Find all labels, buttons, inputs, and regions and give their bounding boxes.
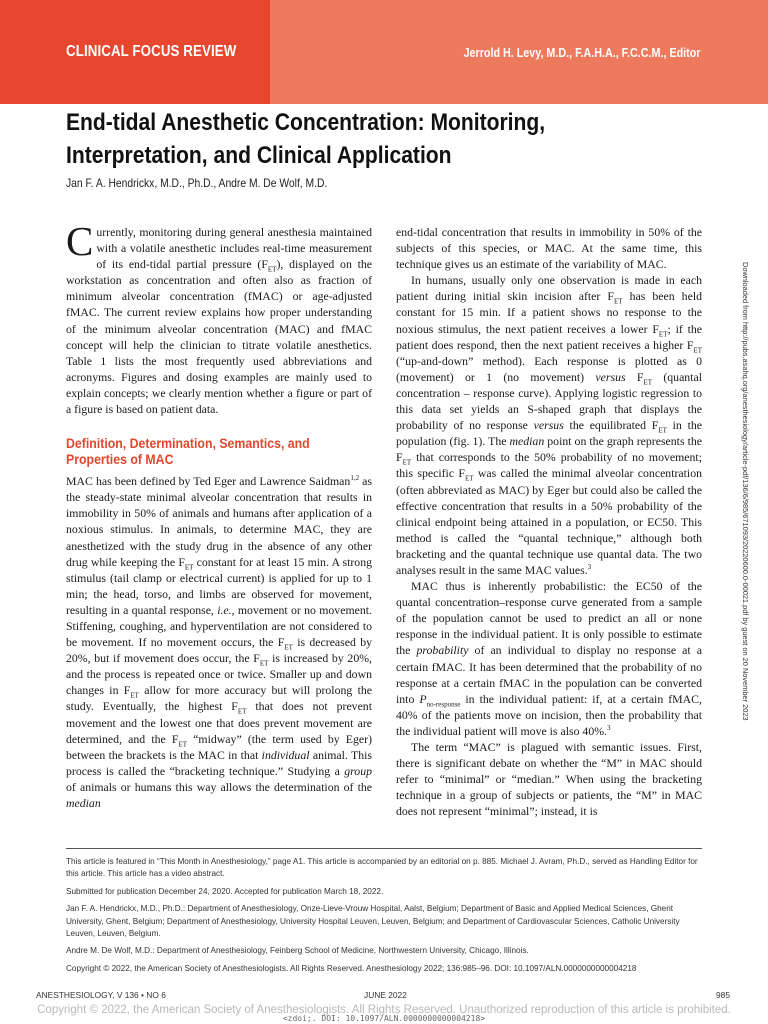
download-side-note: Downloaded from http://pubs.asahq.org/anesthesiology/article-pdf/136/6/985/671093/20220600.0-00021.pdf by guest on 20 November 2023 bbox=[741, 262, 750, 721]
right-paragraph-3: MAC thus is inherently probabilistic: the EC50 of the quantal concentration–response curve generated from a sample of the population cannot be used to predict an all or none response in the individual patient. It is only possible to estimate the probability of an individual to display no response at a certain fMAC. It has been determined that the probability of no response at a certain fMAC in the population can be converted into $P_{no-response}$ in the individual patient: if, at a certain fMAC, 40% of the patients move on incision, then the probability that the individual patient will move is also 40%.$^3$ bbox=[396, 579, 702, 738]
right-paragraph-1: end-tidal concentration that results in immobility in 50% of the subjects of this species, or MAC. At the same time, this technique gives us an estimate of the variability of MAC. bbox=[396, 225, 702, 272]
article-title-line2: Interpretation, and Clinical Application bbox=[66, 142, 452, 169]
article-title-line1: End-tidal Anesthetic Concentration: Monitoring, bbox=[66, 109, 546, 136]
drop-cap: C bbox=[66, 218, 94, 264]
right-paragraph-2: In humans, usually only one observation is made in each patient during initial skin incision after $F_{ET}$ has been held constant for 15 min. If a patient shows no response to the noxious stimulus, the next patient receives a lower $F_{ET}$; if the patient does respond, then the next patient receives a higher $F_{ET}$ (“up-and-down” method). Each response is plotted as 0 (movement) or 1 (no movement) versus $F_{ET}$ (quantal concentration – response curve). Applying logistic regression to this data set yields an S-shaped graph that displays the probability of no response versus the equilibrated $F_{ET}$ in the population (fig. 1). The median point on the graph represents the $F_{ET}$ that corresponds to the 50% probability of no movement; this specific $F_{ET}$ was called the minimal alveolar concentration (often abbreviated as MAC) by Eger but could also be called the effective concentration that results in a 50% probability of the clinical endpoint being attained in a population, or EC50. This method is called the “quantal technique,” although both bracketing and the quantal technique use quantal data. The two analyses result in the same MAC values.$^3$ bbox=[396, 273, 703, 577]
footnote-affiliation-dewolf: Andre M. De Wolf, M.D.: Department of Anesthesiology, Feinberg School of Medicine, Northwestern University, Chicago, Illinois. bbox=[66, 946, 529, 956]
header-banner bbox=[0, 0, 768, 104]
footer-date: JUNE 2022 bbox=[364, 990, 407, 1000]
article-title bbox=[66, 106, 548, 172]
footnote-divider bbox=[66, 848, 702, 849]
footnotes bbox=[66, 856, 702, 980]
footnote-featured: This article is featured in “This Month in Anesthesiology,” page A1. This article is accompanied by an editorial on p. 885. Michael J. Avram, Ph.D., served as Handling Editor for this article. This article has a video abstract. bbox=[66, 857, 698, 879]
copyright-notice: Copyright © 2022, the American Society of Anesthesiologists. All Rights Reserved. Unauthorized reproduction of this article is prohibited. bbox=[37, 1004, 731, 1016]
section-label: CLINICAL FOCUS REVIEW bbox=[66, 43, 237, 60]
mac-definition-paragraph: MAC has been defined by Ted Eger and Lawrence Saidman$^{1,2}$ as the steady-state minimal alveolar concentration that results in immobility in 50% of animals and humans after application of a noxious stimulus. In animals, to determine MAC, they are anesthetized with the study drug in the absence of any other drug while keeping the $F_{ET}$ constant for at least 15 min. A strong stimulus (tail clamp or electrical current) is applied for up to 1 min; the head, torso, and limbs are observed for movement, resulting in a quantal response, i.e., movement or no movement. Stiffening, coughing, and hyperventilation are not considered to be movement. If no movement occurs, the $F_{ET}$ is decreased by 20%, but if movement does occur, the $F_{ET}$ is increased by 20%, and the process is repeated once or twice. Smaller up and down changes in $F_{ET}$ allow for more accuracy but will prolong the study. Eventually, the highest $F_{ET}$ that does not prevent movement and the lowest one that does prevent movement are determined, and the $F_{ET}$ “midway” (the term used by Eger) between the brackets is the MAC in that individual animal. This process is called the “bracketing technique.” Studying a group of animals or humans this way allows the determination of the median bbox=[66, 474, 373, 810]
doi-watermark: <zdoi;. DOI: 10.1097/ALN.0000000000004218> bbox=[282, 1014, 486, 1023]
article-authors: Jan F. A. Hendrickx, M.D., Ph.D., Andre M. De Wolf, M.D. bbox=[66, 176, 328, 190]
footnote-affiliation-hendrickx: Jan F. A. Hendrickx, M.D., Ph.D.: Department of Anesthesiology, Onze-Lieve-Vrouw Hospital, Aalst, Belgium; Department of Basic and Applied Medical Sciences, Ghent University, Ghent, Belgium; Department of Anesthesiology, University Hospital Leuven, Leuven, Belgium; and Department of Cardiovascular Sciences, Catholic University Leuven, Leuven, Belgium. bbox=[66, 904, 680, 939]
right-paragraph-4: The term “MAC” is plagued with semantic issues. First, there is significant debate on whether the “M” in MAC should refer to “minimal” or “median.” When using the bracketing technique in a group of subjects or patients, the “M” in MAC does not represent “minimal”; instead, it is bbox=[396, 740, 702, 819]
body-column-left bbox=[66, 218, 373, 811]
page-number: 985 bbox=[716, 990, 730, 1000]
section-heading: Definition, Determination, Semantics, and Properties of MAC bbox=[66, 435, 310, 468]
footer-journal: ANESTHESIOLOGY, V 136 • NO 6 bbox=[36, 990, 166, 1000]
body-column-right bbox=[396, 224, 702, 819]
footnote-copyright: Copyright © 2022, the American Society of Anesthesiologists. All Rights Reserved. Anesthesiology 2022; 136:985–96. DOI: 10.1097/ALN.0000000000004218 bbox=[66, 963, 637, 973]
intro-paragraph: Currently, monitoring during general anesthesia maintained with a volatile anesthetic includes real-time measurement of its end-tidal partial pressure $(F_{ET})$, displayed on the workstation as concentration and often also as fraction of minimum alveolar concentration (fMAC) or age-adjusted fMAC. The current review explains how proper understanding of the minimum alveolar concentration (MAC) and fMAC concept will help the clinician to titrate volatile anesthetics. Table 1 lists the most frequently used abbreviations and acronyms. Figures and dosing examples are mainly used to explain concepts; we clearly mention whether a figure or part of a figure is based on patient data. bbox=[66, 218, 372, 417]
footnote-submission: Submitted for publication December 24, 2020. Accepted for publication March 18, 2022. bbox=[66, 886, 384, 896]
editor-credit: Jerrold H. Levy, M.D., F.A.H.A., F.C.C.M., Editor bbox=[463, 46, 700, 60]
